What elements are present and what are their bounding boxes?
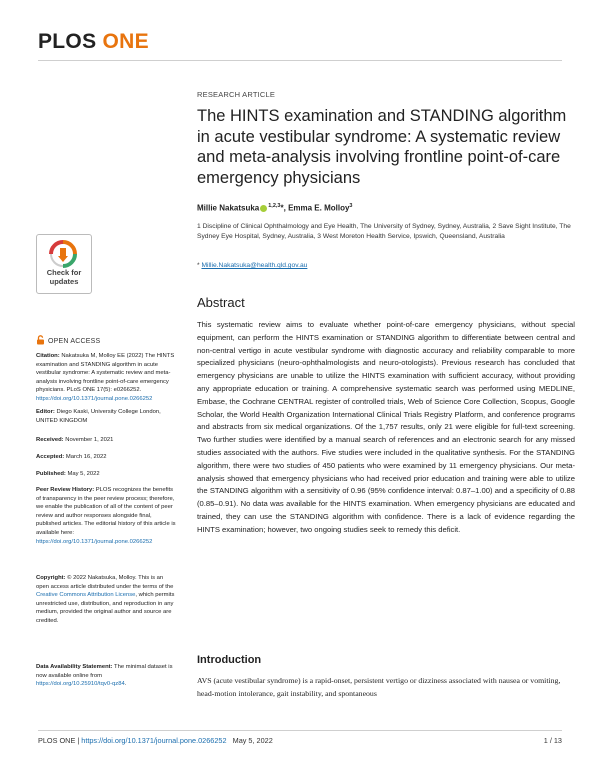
- peer-review-text: PLOS recognizes the benefits of transparency in the peer review process; therefore, we enable the publication of all of the content of peer review and author responses alongside final, published articles. The editorial history of this article is available here:: [36, 487, 176, 536]
- check-for-updates-badge[interactable]: [36, 234, 92, 294]
- received-block: [36, 436, 176, 445]
- introduction-text: AVS (acute vestibular syndrome) is a rapid-onset, persistent vertigo or dizziness associated with nausea or vomiting, head-motion intolerance, gait instability, and spontaneous: [197, 676, 561, 698]
- author-name[interactable]: Emma E. Molloy: [288, 203, 350, 213]
- page-footer: [38, 736, 273, 745]
- author-separator: ,: [283, 203, 289, 213]
- logo-one: ONE: [102, 30, 149, 53]
- author-list: [197, 203, 352, 213]
- author-name[interactable]: Millie Nakatsuka: [197, 203, 260, 213]
- logo-plos: PLOS: [38, 30, 97, 53]
- corresponding-star: *: [280, 203, 284, 213]
- corresponding-email: [197, 262, 307, 269]
- footer-divider: [38, 730, 562, 731]
- footer-separator: |: [75, 736, 82, 745]
- footer-doi-link[interactable]: https://doi.org/10.1371/journal.pone.0266252: [81, 736, 227, 745]
- peer-review-link[interactable]: https://doi.org/10.1371/journal.pone.0266252: [36, 538, 153, 545]
- editor-text: Diego Kaski, University College London, UNITED KINGDOM: [36, 409, 161, 424]
- published-date: May 5, 2022: [65, 471, 100, 477]
- published-label: Published:: [36, 471, 66, 477]
- citation-block: [36, 352, 176, 404]
- header-divider: [38, 60, 562, 61]
- introduction-heading: Introduction: [197, 654, 262, 666]
- peer-review-block: [36, 486, 176, 546]
- data-availability-block: [36, 663, 176, 689]
- page-number: 1 / 13: [543, 736, 562, 745]
- open-access-label: [36, 335, 100, 345]
- accepted-date: March 16, 2022: [64, 454, 107, 460]
- copyright-text: © 2022 Nakatsuka, Molloy. This is an open access article distributed under the terms of the: [36, 575, 174, 590]
- check-updates-text: [37, 269, 91, 286]
- citation-text: Nakatsuka M, Molloy EE (2022) The HINTS examination and STANDING algorithm in acute vestibular syndrome: A systematic review and meta-analysis involving frontline point-of-care emergency physicians. PLoS ONE 17(5): e0266252.: [36, 353, 175, 394]
- peer-review-label: Peer Review History:: [36, 487, 95, 493]
- orcid-icon[interactable]: [260, 205, 267, 212]
- published-block: [36, 470, 176, 479]
- author-affil-sup: 1,2,3: [268, 203, 281, 209]
- check-updates-icon: [49, 240, 77, 268]
- affiliations: 1 Discipline of Clinical Ophthalmology and Eye Health, The University of Sydney, Sydney, Australia, 2 Save Sight Institute, The Sydney Eye Hospital, Sydney, Australia, 3 West Moreton Health Service, Ipswich, Queensland, Australia: [197, 223, 571, 240]
- abstract-heading: Abstract: [197, 295, 245, 310]
- accepted-label: Accepted:: [36, 454, 65, 460]
- editor-block: [36, 408, 176, 425]
- accepted-block: [36, 453, 176, 462]
- dataset-link[interactable]: https://doi.org/10.25910/tqv0-qz84: [36, 681, 125, 688]
- citation-doi-link[interactable]: https://doi.org/10.1371/journal.pone.0266252: [36, 395, 153, 402]
- check-updates-line1: Check for: [46, 268, 82, 277]
- email-link[interactable]: Millie.Nakatsuka@health.qld.gov.au: [201, 262, 308, 269]
- license-link[interactable]: Creative Commons Attribution License: [36, 592, 136, 599]
- copyright-label: Copyright:: [36, 575, 66, 581]
- editor-label: Editor:: [36, 409, 55, 415]
- data-availability-label: Data Availability Statement:: [36, 664, 113, 670]
- data-availability-end: .: [124, 681, 127, 688]
- received-label: Received:: [36, 437, 64, 443]
- author-affil-sup: 3: [349, 203, 353, 209]
- open-access-text: OPEN ACCESS: [48, 338, 101, 345]
- corresponding-star: *: [197, 262, 202, 269]
- check-updates-line2: updates: [49, 276, 79, 286]
- copyright-text-end: , which permits unrestricted use, distribution, and reproduction in any medium, provided the original author and source are credited.: [36, 592, 175, 624]
- copyright-block: [36, 574, 176, 626]
- received-date: November 1, 2021: [63, 437, 114, 443]
- open-lock-icon: [36, 335, 45, 345]
- footer-journal: PLOS ONE: [38, 736, 76, 745]
- journal-logo[interactable]: [38, 30, 149, 54]
- footer-date: May 5, 2022: [232, 736, 273, 745]
- abstract-text: This systematic review aims to evaluate whether point-of-care emergency physicians, without special equipment, can perform the HINTS examination or STANDING algorithm to differentiate between central and non-central vertigo in acute vestibular syndrome with diagnostic accuracy and reliability comparable to more specialized physicians (neuro-ophthalmologists and neuro-otologists). Previous research has concluded that emergency physicians are unable to utilize the HINTS examination with sufficient accuracy, without providing any appropriate education or training. A comprehensive systematic search was performed using MEDLINE, Embase, the Cochrane CENTRAL register of controlled trials, Web of Science Core Collection, Scopus, Google Scholar, the World Health Organization International Clinical Trials Registry Platform, and conference programs and abstracts from six medical organizations. Of the 1,757 results, only 21 were eligible for full-text screening. Two further studies were identified by a manual search of references and an electronic search for any missed studies associated with the authors. Five studies were included in the qualitative synthesis. For the STANDING algorithm, there were two studies of 450 patients who were examined by 11 emergency physicians. Our meta-analysis showed that emergency physicians who had received prior education and training were able to utilize the STANDING algorithm with a sensitivity of 0.96 (95% confidence interval: 0.87–1.00) and a specificity of 0.88 (0.85–0.91). No data was available for the HINTS examination. When emergency physicians are educated and trained, they can use the STANDING algorithm with confidence. There is a lack of evidence regarding the HINTS examination; however, two ongoing studies seek to remedy this deficit.: [197, 320, 575, 534]
- citation-label: Citation:: [36, 353, 60, 359]
- article-type: RESEARCH ARTICLE: [197, 90, 276, 99]
- article-title: The HINTS examination and STANDING algorithm in acute vestibular syndrome: A systematic review and meta-analysis involving frontline point-of-care emergency physicians: [197, 107, 567, 187]
- data-availability-text: The minimal dataset is now available online from: [36, 664, 173, 679]
